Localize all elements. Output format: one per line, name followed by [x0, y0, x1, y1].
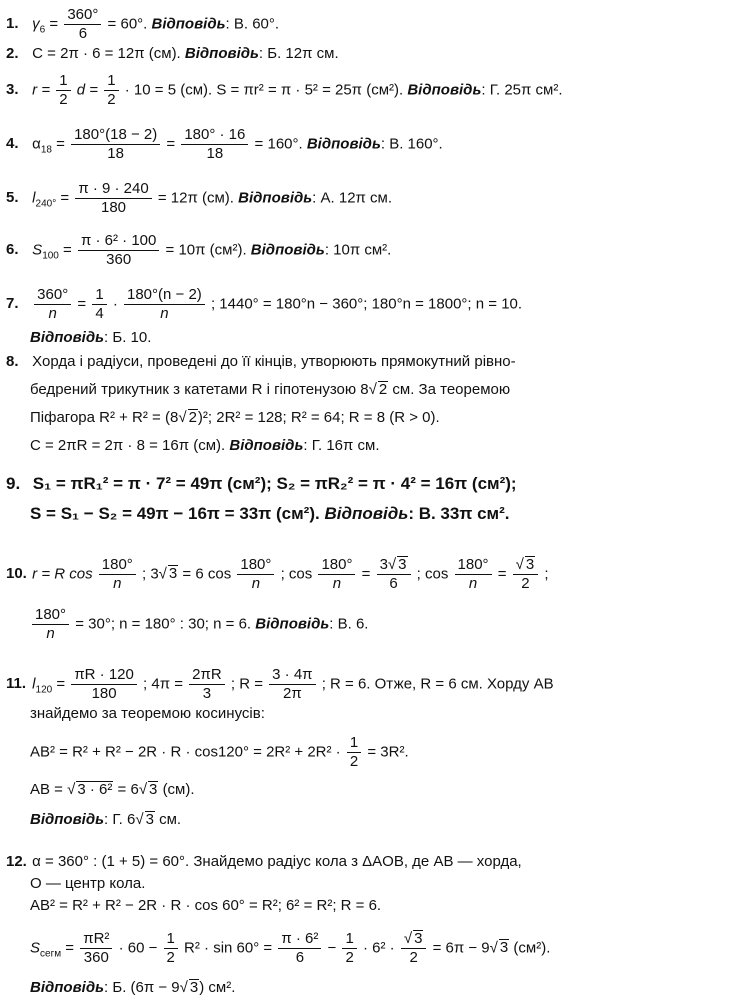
expr: = 60°. [107, 15, 148, 33]
text: см. За теоремою [388, 381, 511, 398]
problem-9-line-2 [30, 504, 510, 524]
text: AB² = R² + R² − 2R · R · cos 60° = R²; 6² = R²; R = 6. [30, 897, 382, 914]
expr: = 3R². [367, 743, 409, 761]
expr: ; 3 [141, 565, 159, 583]
problem-4 [6, 126, 443, 163]
answer: : Б. 10. [104, 329, 152, 346]
numerator: 180° [318, 556, 355, 575]
fraction [347, 734, 361, 771]
answer: : Г. 6 [104, 811, 136, 828]
problem-number: 9. [6, 474, 21, 493]
fraction [269, 666, 315, 703]
denominator: n [46, 625, 55, 642]
expr: = [77, 295, 87, 313]
problem-8-line-4 [30, 436, 380, 456]
denominator: 6 [389, 575, 398, 592]
subscript: 120 [35, 684, 53, 696]
problem-12-line-1 [6, 852, 522, 872]
denominator: 18 [107, 145, 124, 162]
fraction [189, 666, 225, 703]
numerator: π · 9 · 240 [75, 180, 151, 199]
fraction [75, 180, 151, 217]
problem-12-line-2 [30, 874, 145, 894]
fraction [34, 286, 71, 323]
denominator: 2 [59, 91, 68, 108]
expr: = [49, 15, 59, 33]
expr: l [32, 675, 36, 693]
denominator: 2 [349, 753, 359, 770]
problem-12-line-4: $S_{сегм}$ = $\frac{\text{πR²}}{360}$ · 60 − $\frac{1}{2}$ R² · sin 60° = $\frac{\text{π · 6²}}{6}$ − $\frac{1}{2}$ · 6² · $\frac{√ 3}{2}$ = 6π − 9√ 3 (см²). [30, 930, 551, 966]
answer-label: Відповідь [250, 241, 325, 259]
expr: d = [76, 81, 99, 99]
problem-number: 7. [6, 295, 19, 313]
answer-label: Відповідь [184, 45, 259, 62]
problem-12-line-3 [30, 896, 381, 916]
denominator: 6 [295, 949, 305, 966]
denominator: n [48, 305, 57, 322]
problem-number: 4. [6, 135, 19, 153]
answer: : В. 60°. [225, 15, 280, 33]
numerator: 180°(18 − 2) [71, 126, 160, 145]
numerator: πR · 120 [71, 666, 137, 685]
sqrt-value: 2 [188, 409, 197, 426]
numerator: 1 [342, 930, 356, 949]
answer-label: Відповідь [229, 437, 304, 454]
sqrt-value: 3 [149, 781, 158, 798]
expr: ; cos [416, 565, 449, 583]
numerator: √ 3 [401, 930, 427, 949]
problem-10-line-2 [30, 606, 368, 643]
denominator: 4 [95, 305, 104, 322]
denominator: 2 [345, 949, 354, 966]
numerator: 360° [34, 286, 71, 305]
fraction [104, 72, 118, 109]
denominator: 2 [409, 949, 418, 966]
expr: (см²). [513, 939, 551, 957]
subscript: сегм [40, 948, 62, 960]
numerator: 1 [56, 72, 70, 91]
fraction [80, 930, 112, 967]
denominator: 2 [521, 575, 530, 592]
fraction [455, 556, 492, 593]
fraction [513, 556, 539, 593]
problem-12-answer: Відповідь: Б. (6π − 9√ 3) см². [30, 979, 236, 996]
expr: = 6π − 9 [432, 939, 490, 957]
text: )²; 2R² = 128; R² = 64; R = 8 (R > 0). [197, 409, 440, 426]
numerator: πR² [80, 930, 112, 949]
answer: ) см². [199, 979, 236, 996]
sqrt-value: 3 [414, 930, 423, 947]
expr: ; 1440° = 180°n − 360°; 180°n = 1800°; n = 10. [210, 295, 523, 313]
expr: ; R = [230, 675, 263, 693]
answer: : В. 6. [329, 615, 369, 633]
problem-number: 2. [6, 45, 19, 62]
problem-11-line-1 [6, 666, 554, 703]
answer: : В. 160°. [380, 135, 443, 153]
expr: 3 [379, 556, 388, 573]
denominator: 3 [202, 685, 212, 702]
answer-label: Відповідь [306, 135, 381, 153]
denominator: n [332, 575, 342, 592]
problem-number: 6. [6, 241, 19, 259]
answer: : 10π см². [324, 241, 392, 259]
answer-label: Відповідь [30, 979, 105, 996]
fraction [99, 556, 136, 593]
problem-8-line-2: бедрений трикутник з катетами R і гіпотенузою 8√ 2 см. За теоремою [30, 381, 511, 398]
problem-11-answer: Відповідь: Г. 6√ 3 см. [30, 811, 182, 828]
denominator: 360 [106, 251, 132, 268]
answer-label: Відповідь [407, 81, 482, 99]
problem-7-answer [30, 328, 151, 348]
sqrt-value: 3 [398, 556, 407, 573]
expr: = [56, 675, 66, 693]
problem-3 [6, 72, 563, 109]
numerator: 180° · 16 [181, 126, 248, 145]
answer: : Г. 25π см². [481, 81, 563, 99]
denominator: 2 [166, 949, 175, 966]
text: знайдемо за теоремою косинусів: [30, 705, 265, 722]
sqrt-value: 3 [525, 556, 535, 573]
expr: = 6 cos [182, 565, 232, 583]
denominator: 6 [78, 25, 88, 42]
problem-11-line-4: AB = √ 3 · 6² = 6√ 3 (см). [30, 781, 195, 798]
answer: : В. 33π см². [408, 504, 510, 523]
expr: S [32, 241, 43, 259]
fraction [342, 930, 356, 967]
fraction [181, 126, 248, 163]
expr: S [30, 939, 41, 957]
numerator: √ 3 [513, 556, 539, 575]
answer: : Б. 12π см. [258, 45, 339, 62]
fraction [64, 6, 101, 43]
fraction [32, 606, 69, 643]
sqrt-value: 3 [189, 979, 199, 996]
numerator: 2πR [189, 666, 225, 685]
answer-label: Відповідь [30, 811, 105, 828]
text: Хорда і радіуси, проведені до її кінців, утворюють прямокутний рівно- [32, 353, 516, 370]
expr: · [112, 295, 118, 313]
problem-8-line-1 [6, 352, 516, 372]
answer: : Г. 16π см. [303, 437, 380, 454]
text: S₁ = πR₁² = π · 7² = 49π (см²); S₂ = πR₂² = π · 4² = 16π (см²); [32, 474, 517, 493]
problem-number: 10. [6, 565, 27, 583]
answer-label: Відповідь [238, 189, 313, 207]
fraction [56, 72, 70, 109]
sqrt-value: 3 · 6² [77, 781, 113, 798]
problem-number: 1. [6, 15, 19, 33]
expr: = 10π (см²). [165, 241, 247, 259]
sqrt-value: 3 [499, 939, 509, 957]
problem-11-line-2 [30, 704, 265, 724]
fraction [237, 556, 274, 593]
sqrt-value: 3 [168, 565, 178, 583]
text: бедрений трикутник з катетами R і гіпотенузою 8 [30, 381, 369, 398]
problem-7 [6, 286, 522, 323]
problem-number: 8. [6, 353, 19, 370]
numerator: 3 · 4π [269, 666, 315, 685]
expr: l [32, 189, 36, 207]
problem-9-line-1 [6, 474, 517, 494]
subscript: 18 [40, 144, 52, 156]
expr: = [166, 135, 176, 153]
numerator: π · 6² [278, 930, 321, 949]
numerator: 1 [104, 72, 118, 91]
numerator: 360° [64, 6, 101, 25]
fraction [318, 556, 355, 593]
fraction [78, 232, 159, 269]
expr: = 160°. [254, 135, 303, 153]
problem-5 [6, 180, 392, 217]
text: Піфагора R² + R² = (8 [30, 409, 179, 426]
answer: см. [154, 811, 182, 828]
denominator: 2π [282, 685, 302, 702]
numerator: 180° [32, 606, 69, 625]
subscript: 6 [39, 24, 46, 36]
expr: r = [32, 81, 51, 99]
numerator: 180°(n − 2) [124, 286, 205, 305]
expr: = [361, 565, 371, 583]
expr: (см). [162, 781, 195, 798]
problem-10-line-1: 10. r = R cos $\frac{180^\circ}{n}$ ; 3√ 3 = 6 cos $\frac{180^\circ}{n}$ ; cos $\frac{180^\circ}{n}$ = $\frac{3√ 3}{6}$ ; cos $\frac{180^\circ}{n}$ = $\frac{√ 3}{2}$ ; [6, 556, 549, 592]
expr: r = R cos [32, 565, 93, 583]
denominator: 360 [83, 949, 109, 966]
denominator: n [251, 575, 261, 592]
expr: ; 4π = [143, 675, 183, 693]
denominator: 180 [100, 199, 127, 216]
text: O — центр кола. [30, 875, 146, 892]
numerator: 1 [347, 734, 361, 753]
problem-2 [6, 44, 339, 64]
fraction [92, 286, 106, 323]
answer-label: Відповідь [30, 329, 105, 346]
problem-number: 11. [6, 675, 27, 693]
problem-8-line-3: Піфагора R² + R² = (8√ 2)²; 2R² = 128; R² = 64; R = 8 (R > 0). [30, 409, 440, 426]
numerator: 180° [455, 556, 492, 575]
expr: · 60 − [118, 939, 158, 957]
problem-11-line-3 [30, 734, 409, 771]
expr: − [327, 939, 337, 957]
expr: ; cos [280, 565, 313, 583]
expr: C = 2π · 6 = 12π (см). [32, 45, 181, 62]
answer-label: Відповідь [151, 15, 226, 33]
answer: : А. 12π см. [312, 189, 393, 207]
numerator: 180° [99, 556, 136, 575]
answer-label: Відповідь [324, 504, 409, 523]
sqrt-value: 2 [378, 381, 388, 398]
fraction [401, 930, 427, 967]
expr: AB² = R² + R² − 2R · R · cos120° = 2R² + 2R² · [30, 743, 341, 761]
fraction [164, 930, 178, 967]
sqrt-value: 3 [145, 811, 154, 828]
expr: = 6 [117, 781, 139, 798]
text: C = 2πR = 2π · 8 = 16π (см). [30, 437, 226, 454]
expr: AB = [30, 781, 63, 798]
numerator: 1 [164, 930, 178, 949]
fraction [377, 556, 411, 593]
subscript: 240° [35, 198, 57, 210]
problem-number: 5. [6, 189, 19, 207]
expr: α [32, 135, 41, 153]
problem-6 [6, 232, 391, 269]
denominator: 180 [91, 685, 117, 702]
answer: : Б. (6π − 9 [104, 979, 180, 996]
fraction [71, 666, 137, 703]
fraction [278, 930, 321, 967]
expr: = [56, 135, 65, 153]
expr: ; R = 6. Отже, R = 6 см. Хорду AB [321, 675, 554, 693]
answer-label: Відповідь [255, 615, 330, 633]
expr: = [60, 189, 70, 207]
problem-1 [6, 6, 279, 43]
denominator: 2 [107, 91, 116, 108]
expr: = 12π (см). [157, 189, 234, 207]
expr: ; [544, 565, 549, 583]
expr: = [497, 565, 507, 583]
text: S = S₁ − S₂ = 49π − 16π = 33π (см²). [30, 504, 320, 523]
denominator: n [160, 305, 169, 322]
problem-number: 3. [6, 81, 19, 99]
expr: = [63, 241, 72, 259]
expr: γ [32, 15, 40, 33]
fraction [124, 286, 205, 323]
numerator: π · 6² · 100 [78, 232, 159, 251]
expr: = 30°; n = 180° : 30; n = 6. [75, 615, 252, 633]
fraction [71, 126, 160, 163]
numerator: 180° [237, 556, 274, 575]
expr: · 10 = 5 (см). S = πr² = π · 5² = 25π (см²). [124, 81, 404, 99]
denominator: n [113, 575, 122, 592]
denominator: n [468, 575, 478, 592]
numerator: 1 [92, 286, 106, 305]
expr: = [65, 939, 75, 957]
denominator: 18 [206, 145, 224, 162]
expr: · 6² · [363, 939, 395, 957]
problem-number: 12. [6, 853, 27, 870]
expr: R² · sin 60° = [184, 939, 273, 957]
subscript: 100 [42, 250, 59, 262]
text: α = 360° : (1 + 5) = 60°. Знайдемо радіус кола з ΔAOB, де AB — хорда, [32, 853, 522, 870]
numerator: 3√ 3 [377, 556, 411, 575]
